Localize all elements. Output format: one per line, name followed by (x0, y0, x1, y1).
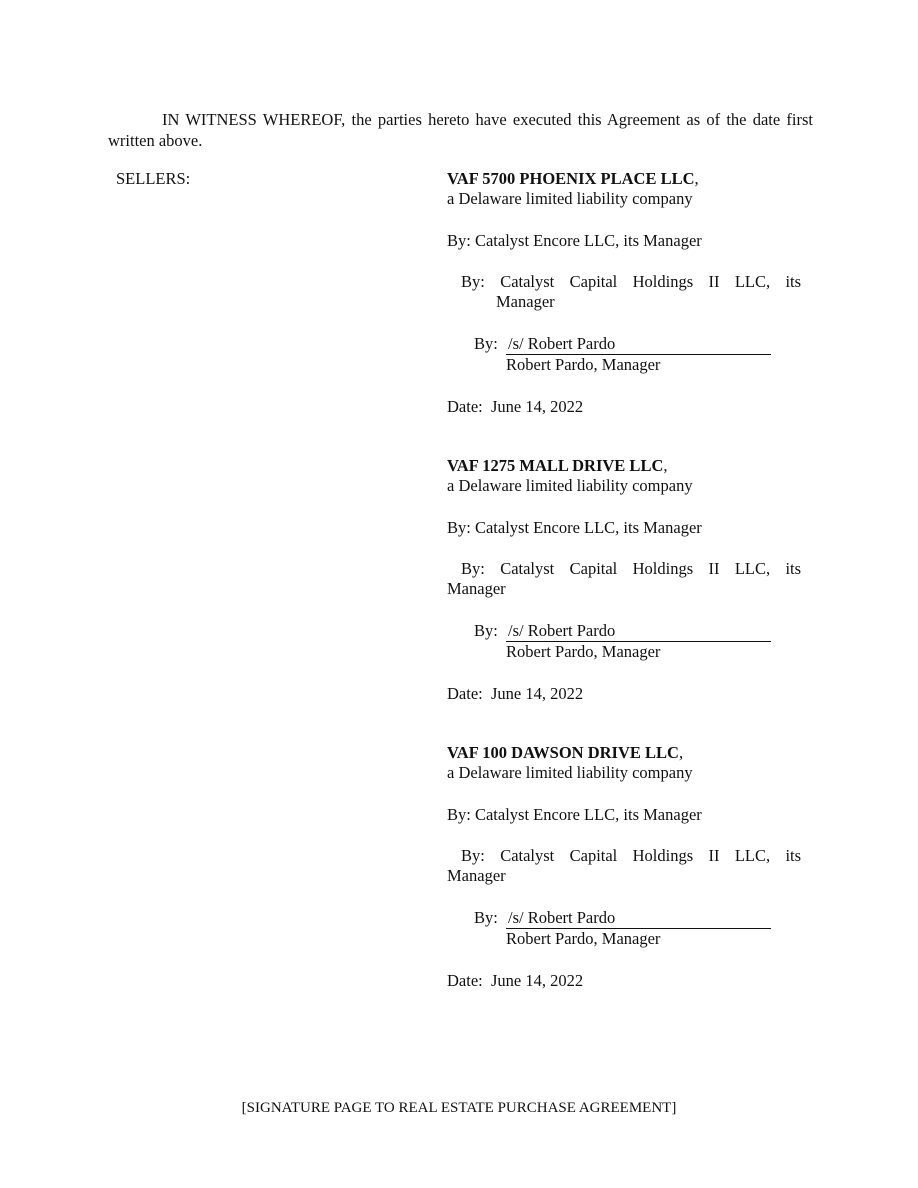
holdings-word: LLC, (734, 272, 771, 291)
by-holdings-line (461, 846, 801, 866)
signature-text: /s/ Robert Pardo (508, 621, 616, 640)
entity-name-line (447, 169, 699, 189)
entity-type: a Delaware limited liability company (447, 476, 693, 495)
signer-name: Robert Pardo, Manager (506, 355, 661, 374)
signer-name: Robert Pardo, Manager (506, 929, 661, 948)
signature-text: /s/ Robert Pardo (508, 334, 616, 353)
entity-type: a Delaware limited liability company (447, 189, 693, 208)
by-holdings-line (461, 272, 801, 292)
date-line (447, 684, 583, 704)
holdings-word: II (708, 272, 720, 291)
entity-name: VAF 5700 PHOENIX PLACE LLC (447, 169, 695, 188)
entity-name-line (447, 743, 683, 763)
by-word: By: (461, 559, 485, 578)
page-footer: [SIGNATURE PAGE TO REAL ESTATE PURCHASE AGREEMENT] (241, 1100, 677, 1116)
by-word: By: (461, 272, 485, 291)
entity-punct: , (694, 169, 699, 188)
entity-name: VAF 100 DAWSON DRIVE LLC (447, 743, 679, 762)
by-word: By: (461, 846, 485, 865)
holdings-word: LLC, (734, 559, 771, 578)
date-line (447, 971, 583, 991)
signature-text: /s/ Robert Pardo (508, 908, 616, 927)
holdings-word: its (785, 559, 802, 578)
by-manager-line: By: Catalyst Encore LLC, its Manager (447, 805, 702, 824)
holdings-word: Catalyst (500, 846, 555, 865)
sellers-label: SELLERS: (116, 169, 191, 188)
date-value: June 14, 2022 (490, 684, 584, 703)
holdings-word: Catalyst (500, 272, 555, 291)
holdings-word: Holdings (632, 272, 694, 291)
intro-paragraph: IN WITNESS WHEREOF, the parties hereto have executed this Agreement as of the date first written above. (108, 110, 813, 150)
by-manager-line: By: Catalyst Encore LLC, its Manager (447, 518, 702, 537)
holdings-word: Capital (569, 559, 618, 578)
entity-punct: , (678, 743, 684, 762)
holdings-word: Capital (569, 846, 618, 865)
entity-punct: , (663, 456, 668, 475)
signature-line (506, 334, 771, 355)
signature-line (506, 908, 771, 929)
signature-by-label: By: (474, 908, 498, 927)
date-label: Date: (447, 971, 483, 990)
entity-name-line (447, 456, 668, 476)
signature-by-label: By: (474, 621, 498, 640)
by-manager-line: By: Catalyst Encore LLC, its Manager (447, 231, 702, 250)
holdings-word: Catalyst (500, 559, 555, 578)
date-value: June 14, 2022 (490, 397, 584, 416)
holdings-word: its (785, 846, 802, 865)
holdings-word: its (785, 272, 802, 291)
by-holdings-continuation: Manager (447, 866, 506, 885)
holdings-word: Holdings (632, 559, 694, 578)
date-label: Date: (447, 397, 483, 416)
date-label: Date: (447, 684, 483, 703)
holdings-word: II (708, 846, 720, 865)
entity-type: a Delaware limited liability company (447, 763, 693, 782)
by-holdings-continuation: Manager (496, 292, 555, 311)
date-value: June 14, 2022 (490, 971, 584, 990)
by-holdings-line (461, 559, 801, 579)
entity-name: VAF 1275 MALL DRIVE LLC (447, 456, 664, 475)
holdings-word: LLC, (734, 846, 771, 865)
signature-by-label: By: (474, 334, 498, 353)
by-holdings-continuation: Manager (447, 579, 506, 598)
holdings-word: Capital (569, 272, 618, 291)
holdings-word: Holdings (632, 846, 694, 865)
signer-name: Robert Pardo, Manager (506, 642, 661, 661)
date-line (447, 397, 583, 417)
holdings-word: II (708, 559, 720, 578)
signature-line (506, 621, 771, 642)
